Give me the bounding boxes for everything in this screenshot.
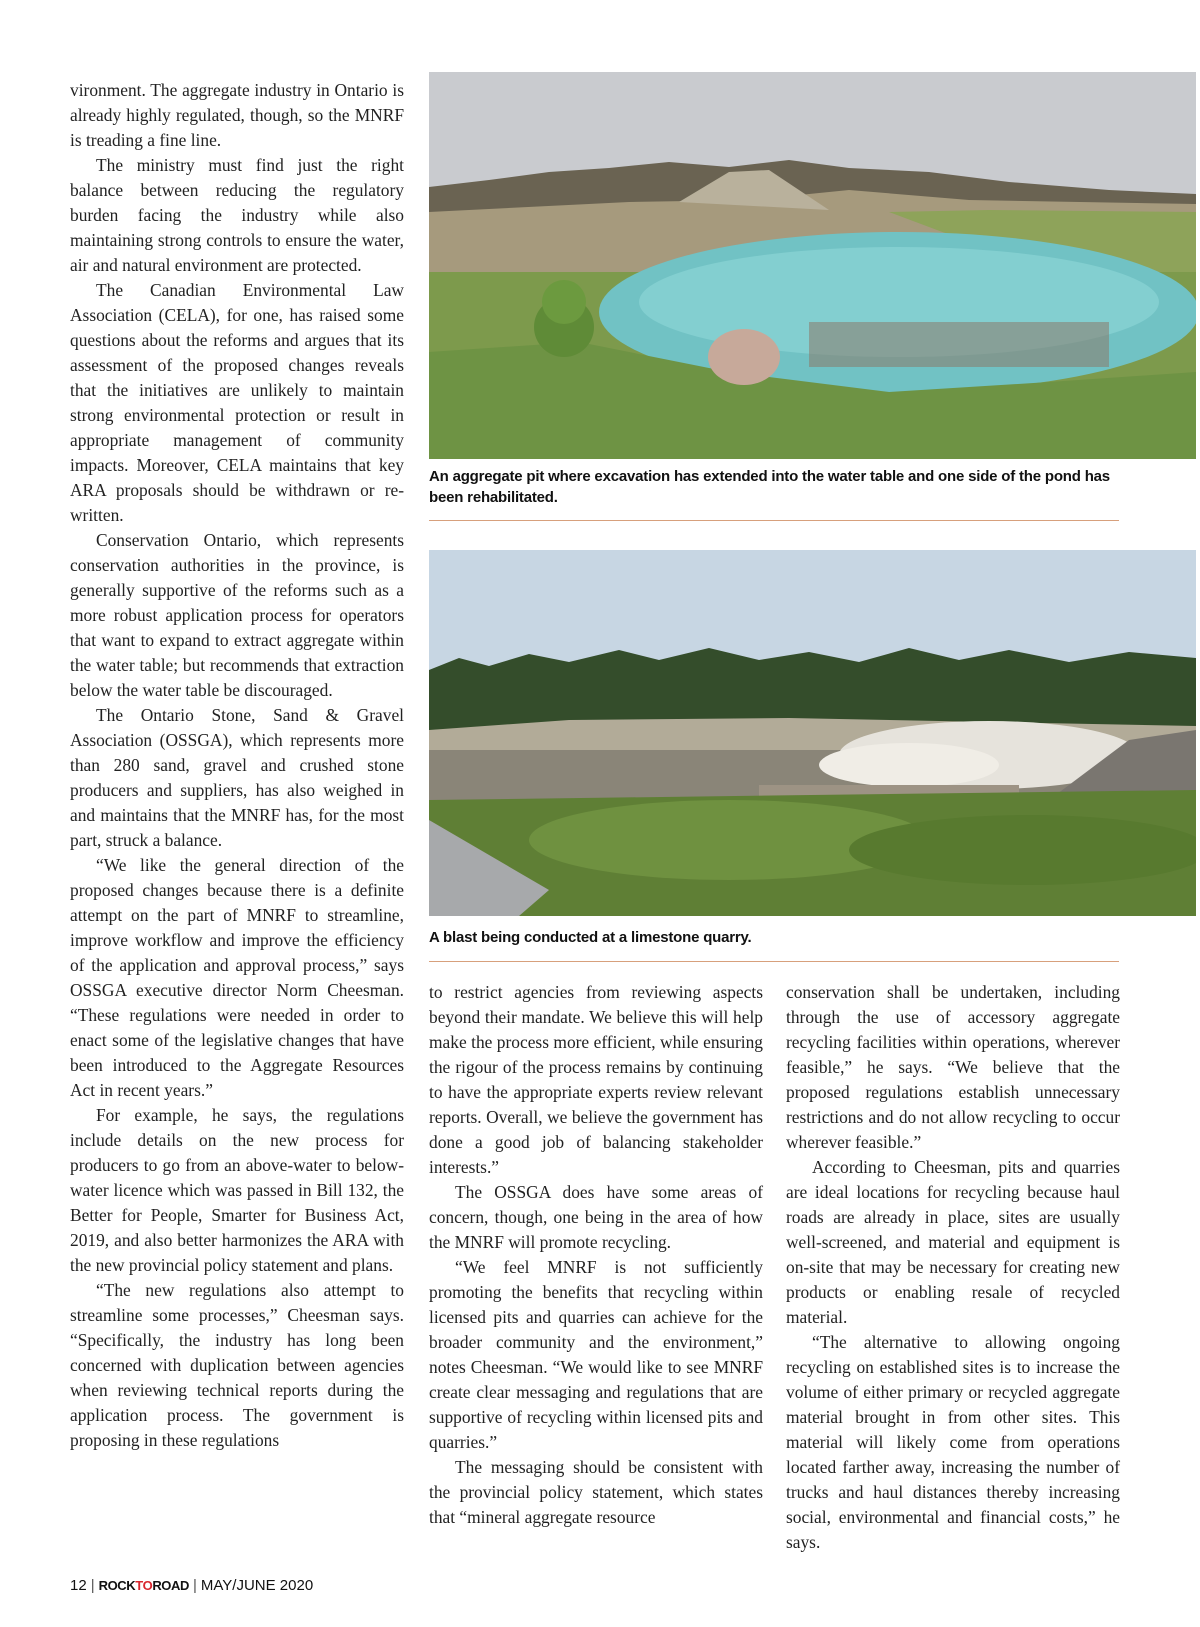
article-column-right	[786, 980, 1120, 1555]
page-footer	[70, 1577, 313, 1594]
magazine-logo	[99, 1578, 189, 1593]
magazine-logo-part: ROAD	[152, 1578, 189, 1593]
pond-photo	[429, 72, 1196, 459]
footer-separator: |	[193, 1577, 197, 1594]
paragraph: “The alternative to allowing ongoing recycling on established sites is to increase the volume of either primary or recycled aggregate material brought in from other sites. This material will likely come from operations located farther away, increasing the number of trucks and haul distances thereby increasing social, environmental and financial costs,” he says.	[786, 1332, 1120, 1552]
paragraph: conservation shall be undertaken, including through the use of accessory aggregate recycling facilities within operations, wherever feasible,” he says. “We believe that the proposed regulations establish unnecessary restrictions and do not allow recycling to occur wherever feasible.”	[786, 982, 1120, 1152]
caption-divider	[429, 520, 1119, 521]
caption-divider	[429, 961, 1119, 962]
footer-separator: |	[90, 1577, 95, 1594]
paragraph: “We like the general direction of the proposed changes because there is a definite attempt on the part of MNRF to streamline, improve workflow and improve the efficiency of the application and approval process,” says OSSGA executive director Norm Cheesman. “These regulations were needed in order to enact some of the legislative changes that have been introduced to the Aggregate Resources Act in recent years.”	[70, 855, 404, 1100]
quarry-photo-caption: A blast being conducted at a limestone quarry.	[429, 929, 752, 946]
quarry-photo	[429, 550, 1196, 916]
paragraph: For example, he says, the regulations include details on the new process for producers to go from an above-water to below-water licence which was passed in Bill 132, the Better for People, Smarter for Business Act, 2019, and also better harmonizes the ARA with the new provincial policy statement and plans.	[70, 1105, 404, 1275]
paragraph: The OSSGA does have some areas of concern, though, one being in the area of how the MNRF will promote recycling.	[429, 1182, 763, 1252]
page-number: 12	[70, 1577, 87, 1594]
paragraph: The Ontario Stone, Sand & Gravel Association (OSSGA), which represents more than 280 sand, gravel and crushed stone producers and suppliers, has also weighed in and maintains that the MNRF has, for the most part, struck a balance.	[70, 705, 404, 850]
paragraph: The ministry must find just the right balance between reducing the regulatory burden facing the industry while also maintaining strong controls to ensure the water, air and natural environment are protected.	[70, 155, 404, 275]
paragraph: The messaging should be consistent with the provincial policy statement, which states that “mineral aggregate resource	[429, 1457, 763, 1527]
paragraph: The Canadian Environmental Law Association (CELA), for one, has raised some questions about the reforms and argues that its assessment of the proposed changes reveals that the initiatives are unlikely to maintain strong environmental protection or result in appropriate management of community impacts. Moreover, CELA maintains that key ARA proposals should be withdrawn or re-written.	[70, 280, 404, 525]
paragraph: Conservation Ontario, which represents conservation authorities in the province, is generally supportive of the reforms such as a more robust application process for operators that want to expand to extract aggregate within the water table; but recommends that extraction below the water table be discouraged.	[70, 530, 404, 700]
magazine-logo-part: TO	[135, 1578, 153, 1593]
paragraph: “The new regulations also attempt to streamline some processes,” Cheesman says. “Specifically, the industry has long been concerned with duplication between agencies when reviewing technical reports during the application process. The government is proposing in these regulations	[70, 1280, 404, 1450]
paragraph: vironment. The aggregate industry in Ontario is already highly regulated, though, so the MNRF is treading a fine line.	[70, 80, 404, 150]
pond-photo-caption: An aggregate pit where excavation has extended into the water table and one side of the pond has been rehabilitated.	[429, 468, 1110, 506]
paragraph: “We feel MNRF is not sufficiently promoting the benefits that recycling within licensed pits and quarries can achieve for the broader community and the environment,” notes Cheesman. “We would like to see MNRF create clear messaging and regulations that are supportive of recycling within licensed pits and quarries.”	[429, 1257, 763, 1452]
article-column-left	[70, 78, 404, 1453]
article-column-middle	[429, 980, 763, 1530]
paragraph: to restrict agencies from reviewing aspects beyond their mandate. We believe this will help make the process more efficient, while ensuring the rigour of the process remains by continuing to have the appropriate experts review relevant reports. Overall, we believe the government has done a good job of balancing stakeholder interests.”	[429, 982, 763, 1177]
issue-date: MAY/JUNE 2020	[200, 1577, 314, 1594]
paragraph: According to Cheesman, pits and quarries are ideal locations for recycling because haul roads are already in place, sites are usually well-screened, and material and equipment is on-site that may be necessary for creating new products or enabling resale of recycled material.	[786, 1157, 1120, 1327]
magazine-logo-part: ROCK	[98, 1578, 136, 1593]
